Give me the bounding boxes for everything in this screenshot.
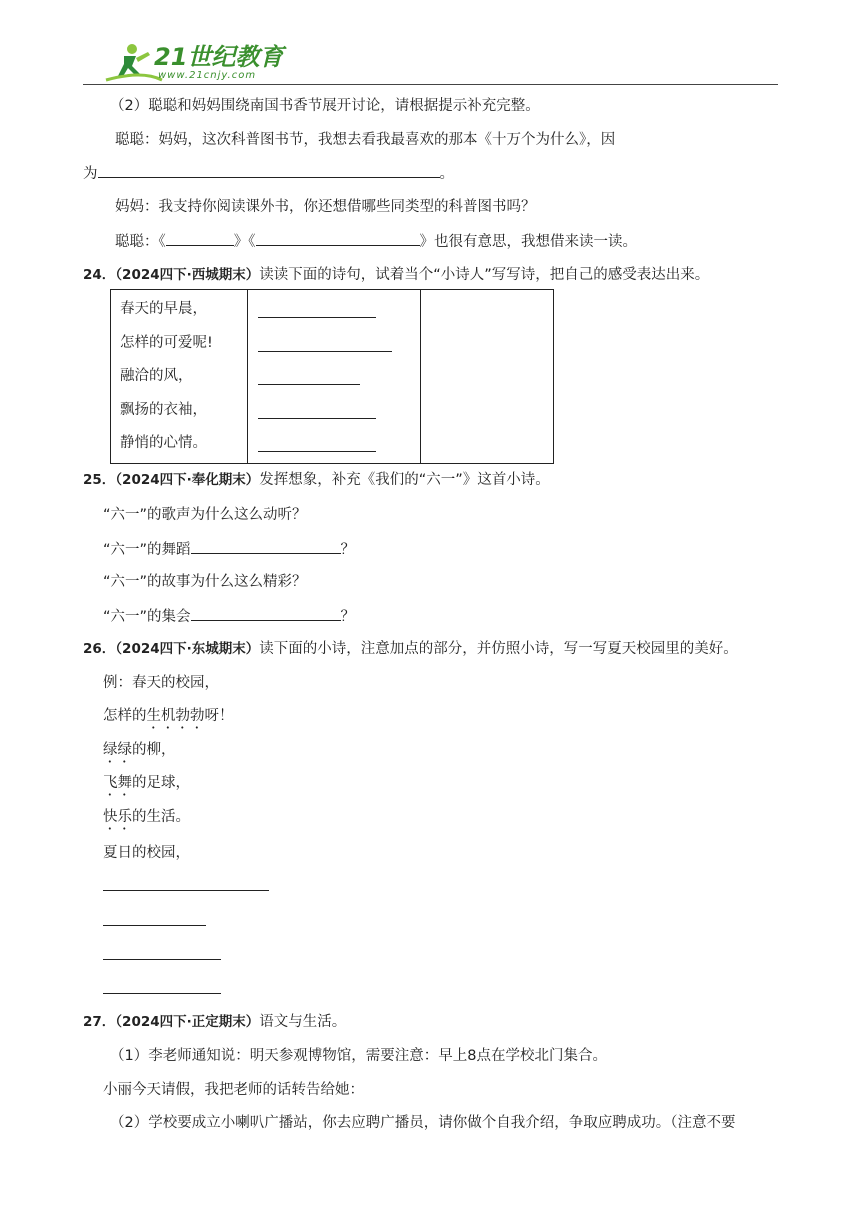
poem-blank-row [248, 394, 420, 428]
example-text: 的生活。 [132, 809, 190, 825]
q23-line1: 聪聪：妈妈，这次科普图书节，我想去看我最喜欢的那本《十万个为什么》，因 [115, 132, 616, 148]
q24-text: 读读下面的诗句，试着当个“小诗人”写写诗，把自己的感受表达出来。 [259, 267, 710, 283]
q23-line4-mid: 》《 [233, 234, 256, 250]
q27-part1-line2: 小丽今天请假，我把老师的话转告给她： [103, 1082, 364, 1098]
q25-line4 [103, 606, 355, 627]
q23-line4 [115, 231, 637, 252]
emphasized-text: 快乐 [103, 809, 132, 825]
q24-number: 24． [83, 267, 116, 283]
answer-blank[interactable] [98, 163, 440, 178]
q26-source: （2024四下·东城期末） [115, 641, 260, 657]
example-text: 呀！ [204, 708, 234, 724]
example-label: 例： [103, 675, 132, 691]
q26-stem [83, 639, 738, 659]
poem-line: 融洽的风， [120, 368, 193, 384]
poem-blank-row [248, 360, 420, 394]
q26-number: 26． [83, 641, 116, 657]
q25-line2-suffix: ？ [340, 542, 356, 558]
q25-line2-prefix: “六一”的舞蹈 [103, 542, 191, 558]
q23-line4-prefix: 聪聪：《 [115, 234, 166, 250]
q26-summer-line: 夏日的校园， [103, 845, 190, 861]
answer-blank[interactable] [258, 317, 376, 318]
q25-text: 发挥想象，补充《我们的“六一”》这首小诗。 [259, 472, 550, 488]
poem-line: 怎样的可爱呢! [120, 334, 213, 351]
example-text: 的柳， [132, 742, 176, 758]
poem-blank-row [248, 293, 420, 327]
q25-source: （2024四下·奉化期末） [115, 472, 260, 488]
q25-stem [83, 470, 550, 490]
q23-line3: 妈妈：我支持你阅读课外书，你还想借哪些同类型的科普图书吗？ [115, 199, 536, 215]
q23-line2 [83, 163, 454, 184]
answer-blank[interactable] [258, 451, 376, 452]
answer-blank[interactable] [258, 418, 376, 419]
answer-blank[interactable] [103, 993, 221, 994]
answer-blank[interactable] [258, 384, 360, 385]
answer-blank[interactable] [103, 890, 269, 891]
q26-example-line1 [103, 673, 219, 693]
q25-number: 25． [83, 472, 116, 488]
logo-text: 21世纪教育 [154, 43, 284, 71]
answer-blank[interactable] [191, 606, 341, 621]
q27-part2: （2）学校要成立小喇叭广播站，你去应聘广播员，请你做个自我介绍，争取应聘成功。（注意不要 [110, 1115, 736, 1131]
poem-blanks-cell [248, 290, 421, 464]
q25-line1: “六一”的歌声为什么这么动听？ [103, 507, 307, 523]
answer-blank[interactable] [258, 351, 392, 352]
answer-blank[interactable] [103, 959, 221, 960]
example-text: 的足球， [132, 775, 190, 791]
q26-example-line4 [103, 773, 190, 799]
logo [102, 40, 284, 84]
q23-line4-suffix: 》也很有意思，我想借来读一读。 [419, 234, 637, 250]
q25-line2 [103, 539, 355, 560]
poem-empty-cell[interactable] [421, 290, 554, 464]
header-divider [83, 84, 778, 85]
emphasized-text: 生机勃勃 [146, 708, 205, 724]
example-text: 春天的校园， [132, 675, 219, 691]
q27-source: （2024四下·正定期末） [115, 1014, 260, 1030]
q24-source: （2024四下·西城期末） [115, 267, 260, 283]
answer-blank[interactable] [256, 231, 420, 246]
example-text: 怎样的 [103, 708, 147, 724]
answer-blank[interactable] [103, 925, 206, 926]
q26-example-line2 [103, 706, 234, 732]
poem-blank-row [248, 327, 420, 361]
q26-example-line3 [103, 740, 176, 766]
poem-blank-row [248, 427, 420, 461]
poem-line: 飘扬的衣袖， [120, 401, 207, 418]
q24-stem [83, 265, 709, 285]
q23-part2-intro: （2）聪聪和妈妈围绕南国书香节展开讨论，请根据提示补充完整。 [110, 98, 540, 114]
poem-table [110, 289, 554, 464]
q23-line2-prefix: 为 [83, 166, 98, 182]
q27-text: 语文与生活。 [259, 1014, 347, 1030]
emphasized-text: 绿绿 [103, 742, 132, 758]
poem-lines-cell [111, 290, 248, 464]
q27-stem [83, 1012, 346, 1032]
answer-blank[interactable] [166, 231, 234, 246]
q26-example-line5 [103, 807, 190, 833]
poem-line: 静悄的心情。 [120, 435, 207, 451]
emphasized-text: 飞舞 [103, 775, 132, 791]
q27-number: 27． [83, 1014, 116, 1030]
q25-line4-prefix: “六一”的集会 [103, 609, 191, 625]
poem-line: 春天的早晨， [120, 301, 207, 317]
q26-text: 读下面的小诗，注意加点的部分，并仿照小诗，写一写夏天校园里的美好。 [259, 641, 738, 657]
answer-blank[interactable] [191, 539, 341, 554]
logo-url: www.21cnjy.com [158, 70, 257, 81]
q25-line4-suffix: ？ [340, 609, 356, 625]
q23-line2-suffix: 。 [439, 166, 454, 182]
q27-part1: （1）李老师通知说：明天参观博物馆，需要注意：早上8点在学校北门集合。 [110, 1048, 607, 1064]
q25-line3: “六一”的故事为什么这么精彩？ [103, 574, 307, 590]
